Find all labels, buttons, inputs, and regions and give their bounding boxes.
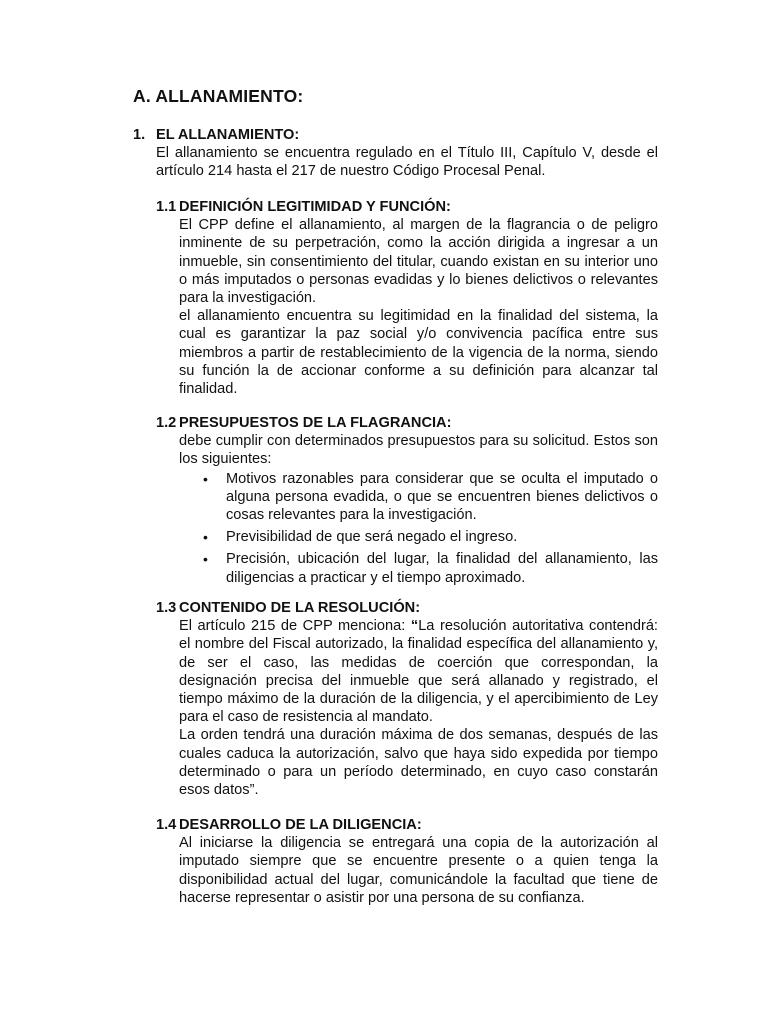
section-1-text: El allanamiento se encuentra regulado en el Título III, Capítulo V, desde el artículo 214 hasta el 217 de nuestro Código Procesal Penal. — [156, 145, 658, 180]
subsection-1-1 — [156, 198, 658, 398]
section-1-heading — [133, 126, 658, 144]
subsection-1-3-heading — [156, 599, 658, 617]
subsection-1-1-paragraph-2: el allanamiento encuentra su legitimidad en la finalidad del sistema, la cual es garantizar la paz social y/o convivencia pacífica entre sus miembros a partir de restablecimiento de la vigencia de la norma, siendo su función la de accionar conforme a su definición para alcanzar tal finalidad. — [179, 308, 658, 398]
subsection-1-3-paragraph-2: La orden tendrá una duración máxima de dos semanas, después de las cuales caduca la autorización, salvo que haya sido expedida por tiempo determinado o para un período determinado, en cuyo caso constarán esos datos”. — [179, 727, 658, 799]
subsection-1-4 — [156, 816, 658, 907]
list-item-text: Precisión, ubicación del lugar, la finalidad del allanamiento, las diligencias a practicar y el tiempo aproximado. — [226, 551, 658, 586]
section-1-number: 1. — [133, 127, 146, 143]
bullet-icon: • — [203, 529, 208, 546]
list-item-text: Previsibilidad de que será negado el ingreso. — [226, 529, 518, 546]
subsection-1-2 — [156, 414, 658, 591]
bullet-icon: • — [203, 551, 208, 568]
subsection-1-1-title: DEFINICIÓN LEGITIMIDAD Y FUNCIÓN: — [179, 199, 451, 215]
requirements-list — [203, 470, 658, 587]
quote-text: La resolución autoritativa contendrá: el nombre del Fiscal autorizado, la finalidad específica del allanamiento y, de ser el caso, las medidas de coerción que correspondan, la designación precisa del inmueble que será allanado y registrado, el tiempo máximo de la duración de la diligencia, y el apercibimiento de Ley para el caso de resistencia al mandato. — [179, 618, 658, 726]
document-title: A. ALLANAMIENTO: — [133, 86, 304, 106]
subsection-1-2-heading — [156, 414, 658, 432]
subsection-1-1-number: 1.1 — [156, 199, 177, 215]
subsection-1-2-intro: debe cumplir con determinados presupuestos para su solicitud. Estos son los siguientes: — [179, 433, 658, 468]
subsection-1-4-title: DESARROLLO DE LA DILIGENCIA: — [179, 817, 422, 833]
subsection-1-3-title: CONTENIDO DE LA RESOLUCIÓN: — [179, 600, 421, 616]
subsection-1-4-paragraph-1: Al iniciarse la diligencia se entregará una copia de la autorización al imputado siempre que se encuentre presente o a quien tenga la disponibilidad actual del lugar, comunicándole la facultad que tiene de hacerse representar o asistir por una persona de su confianza. — [179, 835, 658, 906]
list-item-text: Motivos razonables para considerar que se oculta el imputado o alguna persona evadida, o que se encuentren bienes delictivos o cosas relevantes para la investigación. — [226, 470, 658, 524]
quote-intro: El artículo 215 de CPP menciona: — [179, 618, 411, 635]
opening-quote-mark: “ — [410, 618, 419, 635]
subsection-1-3-paragraph-1 — [179, 617, 658, 726]
list-item — [203, 550, 658, 586]
list-item — [203, 470, 658, 525]
subsection-1-2-number: 1.2 — [156, 415, 177, 431]
section-1 — [133, 126, 658, 181]
section-1-title: EL ALLANAMIENTO: — [156, 127, 300, 143]
subsection-1-3-number: 1.3 — [156, 600, 177, 616]
subsection-1-3 — [156, 599, 658, 799]
list-item — [203, 528, 658, 546]
subsection-1-4-heading — [156, 816, 658, 834]
subsection-1-2-title: PRESUPUESTOS DE LA FLAGRANCIA: — [179, 415, 452, 431]
subsection-1-1-heading — [156, 198, 658, 216]
subsection-1-1-paragraph-1: El CPP define el allanamiento, al margen de la flagrancia o de peligro inminente de su perpetración, como la acción dirigida a ingresar a un inmueble, sin consentimiento del titular, cuando existan en su interior uno o más imputados o personas evadidas y lo bienes delictivos o relevantes para la investigación. — [179, 217, 658, 307]
bullet-icon: • — [203, 470, 208, 487]
subsection-1-4-number: 1.4 — [156, 817, 177, 833]
